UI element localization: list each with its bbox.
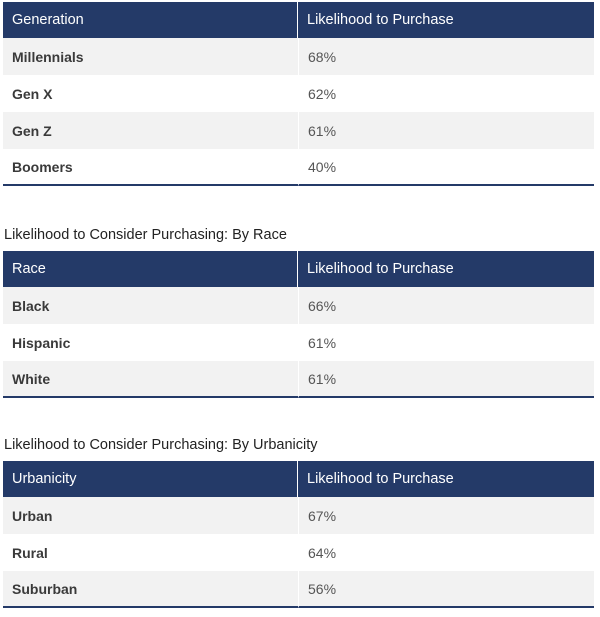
- table-row: [3, 324, 594, 361]
- row-label: Urban: [3, 497, 298, 534]
- column-header-likelihood: Likelihood to Purchase: [298, 461, 594, 497]
- generation-table-section: [3, 2, 594, 186]
- row-label: Black: [3, 287, 298, 324]
- table-row: [3, 75, 594, 112]
- column-header-likelihood: Likelihood to Purchase: [298, 2, 594, 38]
- row-label: Boomers: [3, 149, 298, 186]
- generation-table: [3, 2, 594, 186]
- urbanicity-table-section: [3, 435, 594, 608]
- row-value: 56%: [298, 571, 594, 608]
- column-header-urbanicity: Urbanicity: [3, 461, 298, 497]
- table-row: [3, 112, 594, 149]
- row-value: 64%: [298, 534, 594, 571]
- row-label: Millennials: [3, 38, 298, 75]
- column-header-race: Race: [3, 251, 298, 287]
- urbanicity-table: [3, 461, 594, 608]
- table-row: [3, 287, 594, 324]
- table-row: [3, 361, 594, 398]
- race-table-caption: Likelihood to Consider Purchasing: By Race: [4, 227, 287, 243]
- row-label: Gen X: [3, 75, 298, 112]
- table-row: [3, 571, 594, 608]
- row-value: 68%: [298, 38, 594, 75]
- table-row: [3, 534, 594, 571]
- table-header-row: [3, 461, 594, 497]
- column-header-likelihood: Likelihood to Purchase: [298, 251, 594, 287]
- row-label: Hispanic: [3, 324, 298, 361]
- row-value: 40%: [298, 149, 594, 186]
- table-header-row: [3, 2, 594, 38]
- row-value: 61%: [298, 324, 594, 361]
- row-label: Rural: [3, 534, 298, 571]
- race-table-section: [3, 225, 594, 398]
- row-value: 67%: [298, 497, 594, 534]
- table-header-row: [3, 251, 594, 287]
- race-table: [3, 251, 594, 398]
- table-row: [3, 149, 594, 186]
- table-row: [3, 497, 594, 534]
- table-row: [3, 38, 594, 75]
- urbanicity-table-caption: Likelihood to Consider Purchasing: By Urbanicity: [4, 437, 318, 453]
- row-label: Gen Z: [3, 112, 298, 149]
- row-label: White: [3, 361, 298, 398]
- column-header-generation: Generation: [3, 2, 298, 38]
- row-value: 61%: [298, 361, 594, 398]
- row-value: 66%: [298, 287, 594, 324]
- row-value: 62%: [298, 75, 594, 112]
- row-label: Suburban: [3, 571, 298, 608]
- row-value: 61%: [298, 112, 594, 149]
